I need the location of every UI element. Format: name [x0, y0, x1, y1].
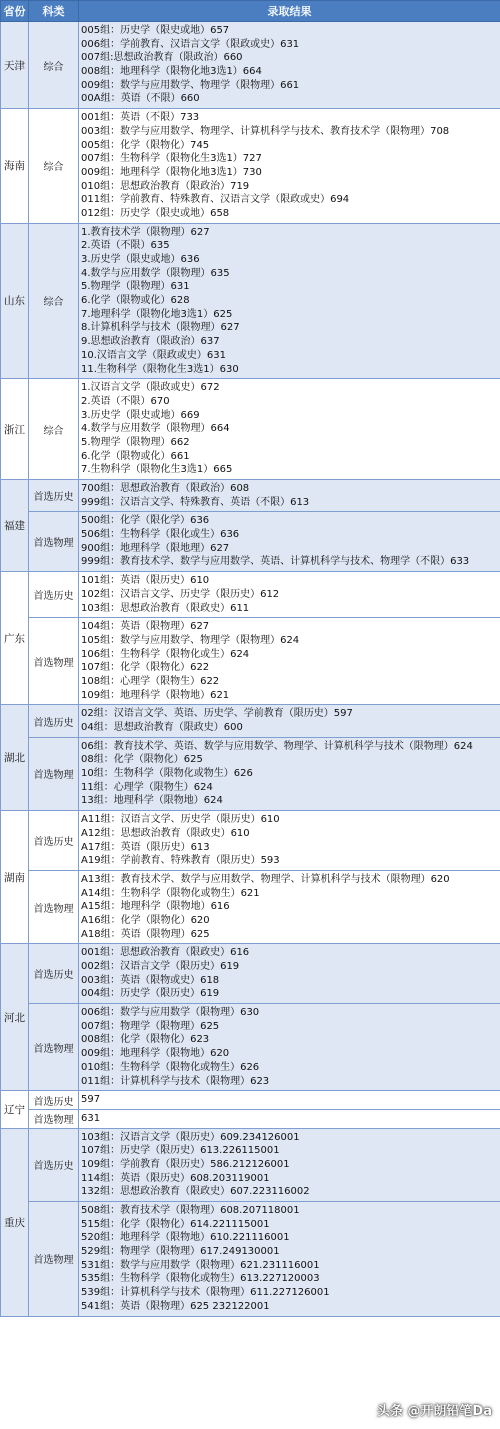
result-line: 132组：思想政治教育（限政史）607.223116002 — [81, 1186, 310, 1198]
result-line: 10组：生物科学（限物化或物生）626 — [81, 768, 253, 780]
result-line: 1.教育技术学（限物理）627 — [81, 226, 210, 238]
result-line: 001组：英语（不限）733 — [81, 112, 200, 124]
table-row — [1, 22, 500, 109]
result-line: 9.思想政治教育（限政治）637 — [81, 336, 220, 348]
result-line: 700组：思想政治教育（限政治）608 — [81, 483, 250, 494]
subject-cell: 首选物理 — [29, 618, 79, 705]
result-line: 7.地理科学（限物化地3选1）625 — [81, 308, 233, 320]
result-line: 008组：化学（限物化）623 — [81, 1034, 210, 1046]
result-line: 6.化学（限物或化）628 — [81, 295, 190, 307]
table-row — [1, 223, 500, 379]
table-row — [1, 1004, 500, 1091]
result-cell — [79, 1004, 500, 1091]
result-line: A12组：思想政治教育（限政史）610 — [81, 827, 250, 839]
watermark: 头条 @开朗铅笔Da — [376, 1404, 492, 1419]
table-row — [1, 1091, 500, 1110]
result-line: 11组：心理学（限物生）624 — [81, 781, 213, 793]
result-line: A14组：生物科学（限物化或物生）621 — [81, 887, 260, 899]
result-line: 500组：化学（限化学）636 — [81, 515, 210, 527]
subject-cell: 首选物理 — [29, 1004, 79, 1091]
subject-cell: 首选物理 — [29, 737, 79, 810]
result-cell — [79, 811, 500, 871]
result-line: 105组：数学与应用数学、物理学（限物理）624 — [81, 634, 300, 646]
province-cell: 湖南 — [1, 811, 29, 944]
result-line: 13组：地理科学（限物地）624 — [81, 795, 223, 807]
table-row — [1, 705, 500, 737]
subject-cell: 首选历史 — [29, 1128, 79, 1201]
province-cell: 重庆 — [1, 1128, 29, 1316]
table-row — [1, 811, 500, 871]
result-line: 001组：思想政治教育（限政史）616 — [81, 947, 250, 959]
subject-cell: 首选历史 — [29, 1091, 79, 1110]
subject-cell: 首选历史 — [29, 705, 79, 737]
result-line: 109组：学前教育（限历史）586.212126001 — [81, 1158, 290, 1170]
table-row — [1, 618, 500, 705]
result-cell — [79, 1109, 500, 1128]
province-cell: 海南 — [1, 109, 29, 224]
result-line: 5.物理学（限物理）631 — [81, 281, 190, 293]
table-header-row — [1, 1, 500, 22]
subject-cell: 综合 — [29, 22, 79, 109]
result-line: A13组：教育技术学、数学与应用数学、物理学、计算机科学与技术（限物理）620 — [81, 873, 450, 885]
result-line: 103组：汉语言文学（限历史）609.234126001 — [81, 1131, 300, 1143]
result-line: 508组：教育技术学（限物理）608.207118001 — [81, 1205, 300, 1216]
result-line: 006组：学前教育、汉语言文学（限政或史）631 — [81, 38, 300, 50]
result-line: 4.数学与应用数学（限物理）664 — [81, 423, 230, 435]
result-line: 103组：思想政治教育（限政史）611 — [81, 602, 250, 614]
result-line: 529组：物理学（限物理）617.249130001 — [81, 1246, 280, 1258]
result-line: 999组：教育技术学、数学与应用数学、英语、计算机科学与技术、物理学（不限）633 — [81, 556, 470, 568]
result-line: A16组：化学（限物化）620 — [81, 914, 210, 926]
result-line: 012组：历史学（限史或地）658 — [81, 207, 230, 219]
subject-cell: 首选物理 — [29, 1109, 79, 1128]
result-line: 3.历史学（限史或地）636 — [81, 254, 200, 265]
result-line: 008组：地理科学（限物化地3选1）664 — [81, 66, 262, 78]
result-line: 005组：历史学（限史或地）657 — [81, 25, 230, 36]
result-line: 7.生物科学（限物化生3选1）665 — [81, 464, 233, 476]
result-line: 106组：生物科学（限物化或生）624 — [81, 648, 250, 660]
result-line: 541组：英语（限物理）625 232122001 — [81, 1300, 270, 1312]
result-line: 520组：地理科学（限物地）610.221116001 — [81, 1232, 290, 1244]
result-cell — [79, 512, 500, 572]
province-cell: 山东 — [1, 223, 29, 379]
result-line: 999组：汉语言文学、特殊教育、英语（不限）613 — [81, 496, 310, 508]
subject-cell: 首选物理 — [29, 870, 79, 943]
result-cell — [79, 379, 500, 480]
result-line: 002组：汉语言文学（限历史）619 — [81, 961, 240, 972]
table-row — [1, 944, 500, 1004]
result-line: 00A组：英语（不限）660 — [81, 93, 200, 105]
result-line: 004组：历史学（限历史）619 — [81, 988, 220, 1000]
result-cell — [79, 22, 500, 109]
result-line: A18组：英语（限物理）625 — [81, 928, 210, 940]
result-line: 4.数学与应用数学（限物理）635 — [81, 267, 230, 279]
province-cell: 湖北 — [1, 705, 29, 811]
result-line: 101组：英语（限历史）610 — [81, 575, 210, 587]
subject-cell: 首选历史 — [29, 480, 79, 512]
result-line: A15组：地理科学（限物地）616 — [81, 901, 230, 913]
result-line: 007组：生物科学（限物化生3选1）727 — [81, 153, 262, 165]
result-line: 5.物理学（限物理）662 — [81, 436, 190, 448]
result-line: 02组：汉语言文学、英语、历史学、学前教育（限历史）597 — [81, 708, 353, 720]
province-cell: 广东 — [1, 572, 29, 705]
result-line: A11组：汉语言文学、历史学（限历史）610 — [81, 814, 280, 826]
result-line: 2.英语（不限）670 — [81, 395, 170, 407]
subject-cell: 综合 — [29, 223, 79, 379]
result-line: 007组:思想政治教育（限政治）660 — [81, 52, 243, 64]
table-row — [1, 737, 500, 810]
result-cell — [79, 572, 500, 618]
result-line: 108组：心理学（限物生）622 — [81, 675, 220, 687]
table-row — [1, 512, 500, 572]
result-line: 06组：教育技术学、英语、数学与应用数学、物理学、计算机科学与技术（限物理）624 — [81, 740, 473, 752]
subject-cell: 首选物理 — [29, 1202, 79, 1317]
result-line: 506组：生物科学（限化或生）636 — [81, 529, 240, 541]
table-row — [1, 480, 500, 512]
province-header: 省份 — [1, 1, 29, 22]
subject-cell: 综合 — [29, 379, 79, 480]
result-line: 114组：英语（限历史）608.203119001 — [81, 1172, 270, 1184]
result-line: 8.计算机科学与技术（限物理）627 — [81, 322, 240, 334]
table-row — [1, 1109, 500, 1128]
subject-header: 科类 — [29, 1, 79, 22]
result-line: 104组：英语（限物理）627 — [81, 621, 210, 633]
result-line: 010组：思想政治教育（限政治）719 — [81, 180, 250, 192]
result-line: 011组：学前教育、特殊教育、汉语言文学（限政或史）694 — [81, 194, 350, 206]
province-cell: 辽宁 — [1, 1091, 29, 1128]
result-line: 007组：物理学（限物理）625 — [81, 1020, 220, 1032]
result-cell — [79, 109, 500, 224]
result-line: 107组：化学（限物化）622 — [81, 662, 210, 674]
result-line: 04组：思想政治教育（限政史）600 — [81, 722, 243, 733]
province-cell: 浙江 — [1, 379, 29, 480]
table-row — [1, 379, 500, 480]
result-line: 1.汉语言文学（限政或史）672 — [81, 382, 220, 394]
result-line: 006组：数学与应用数学（限物理）630 — [81, 1007, 260, 1019]
result-line: 009组：地理科学（限物地）620 — [81, 1048, 230, 1060]
result-line: 539组：计算机科学与技术（限物理）611.227126001 — [81, 1287, 330, 1299]
table-row — [1, 870, 500, 943]
result-cell — [79, 944, 500, 1004]
result-cell — [79, 1202, 500, 1317]
result-line: 009组：数学与应用数学、物理学（限物理）661 — [81, 79, 300, 91]
table-body — [1, 22, 500, 1317]
province-cell: 福建 — [1, 480, 29, 572]
result-line: A19组：学前教育、特殊教育（限历史）593 — [81, 855, 280, 867]
result-header: 录取结果 — [79, 1, 500, 22]
result-cell — [79, 618, 500, 705]
result-cell — [79, 737, 500, 810]
result-line: 10.汉语言文学（限政或史）631 — [81, 349, 226, 361]
result-cell — [79, 870, 500, 943]
result-line: 631 — [81, 1112, 101, 1124]
result-line: 2.英语（不限）635 — [81, 240, 170, 252]
subject-cell: 首选历史 — [29, 811, 79, 871]
result-line: 3.历史学（限史或地）669 — [81, 409, 200, 421]
result-line: A17组：英语（限历史）613 — [81, 841, 210, 853]
result-line: 003组：英语（限物或史）618 — [81, 974, 220, 986]
table-row — [1, 109, 500, 224]
result-cell — [79, 705, 500, 737]
result-line: 535组：生物科学（限物化或物生）613.227120003 — [81, 1273, 320, 1285]
result-cell — [79, 1128, 500, 1201]
subject-cell: 综合 — [29, 109, 79, 224]
result-line: 6.化学（限物或化）661 — [81, 450, 190, 462]
table-row — [1, 572, 500, 618]
result-cell — [79, 1091, 500, 1110]
result-line: 515组：化学（限物化）614.221115001 — [81, 1218, 270, 1230]
province-cell: 河北 — [1, 944, 29, 1091]
result-cell — [79, 480, 500, 512]
result-line: 009组：地理科学（限物化地3选1）730 — [81, 166, 262, 178]
result-line: 005组：化学（限物化）745 — [81, 139, 210, 151]
result-line: 003组：数学与应用数学、物理学、计算机科学与技术、教育技术学（限物理）708 — [81, 125, 450, 137]
result-line: 597 — [81, 1094, 101, 1106]
result-line: 011组：计算机科学与技术（限物理）623 — [81, 1075, 270, 1087]
result-line: 107组：历史学（限历史）613.226115001 — [81, 1145, 280, 1157]
result-line: 109组：地理科学（限物地）621 — [81, 689, 230, 701]
table-row — [1, 1202, 500, 1317]
result-line: 102组：汉语言文学、历史学（限历史）612 — [81, 588, 280, 600]
result-line: 531组：数学与应用数学（限物理）621.231116001 — [81, 1259, 320, 1271]
result-line: 900组：地理科学（限地理）627 — [81, 542, 230, 554]
result-cell — [79, 223, 500, 379]
subject-cell: 首选物理 — [29, 512, 79, 572]
result-line: 11.生物科学（限物化生3选1）630 — [81, 363, 239, 375]
table-row — [1, 1128, 500, 1201]
subject-cell: 首选历史 — [29, 572, 79, 618]
result-line: 010组：生物科学（限物化或物生）626 — [81, 1061, 260, 1073]
result-line: 08组：化学（限物化）625 — [81, 754, 203, 766]
province-cell: 天津 — [1, 22, 29, 109]
subject-cell: 首选历史 — [29, 944, 79, 1004]
